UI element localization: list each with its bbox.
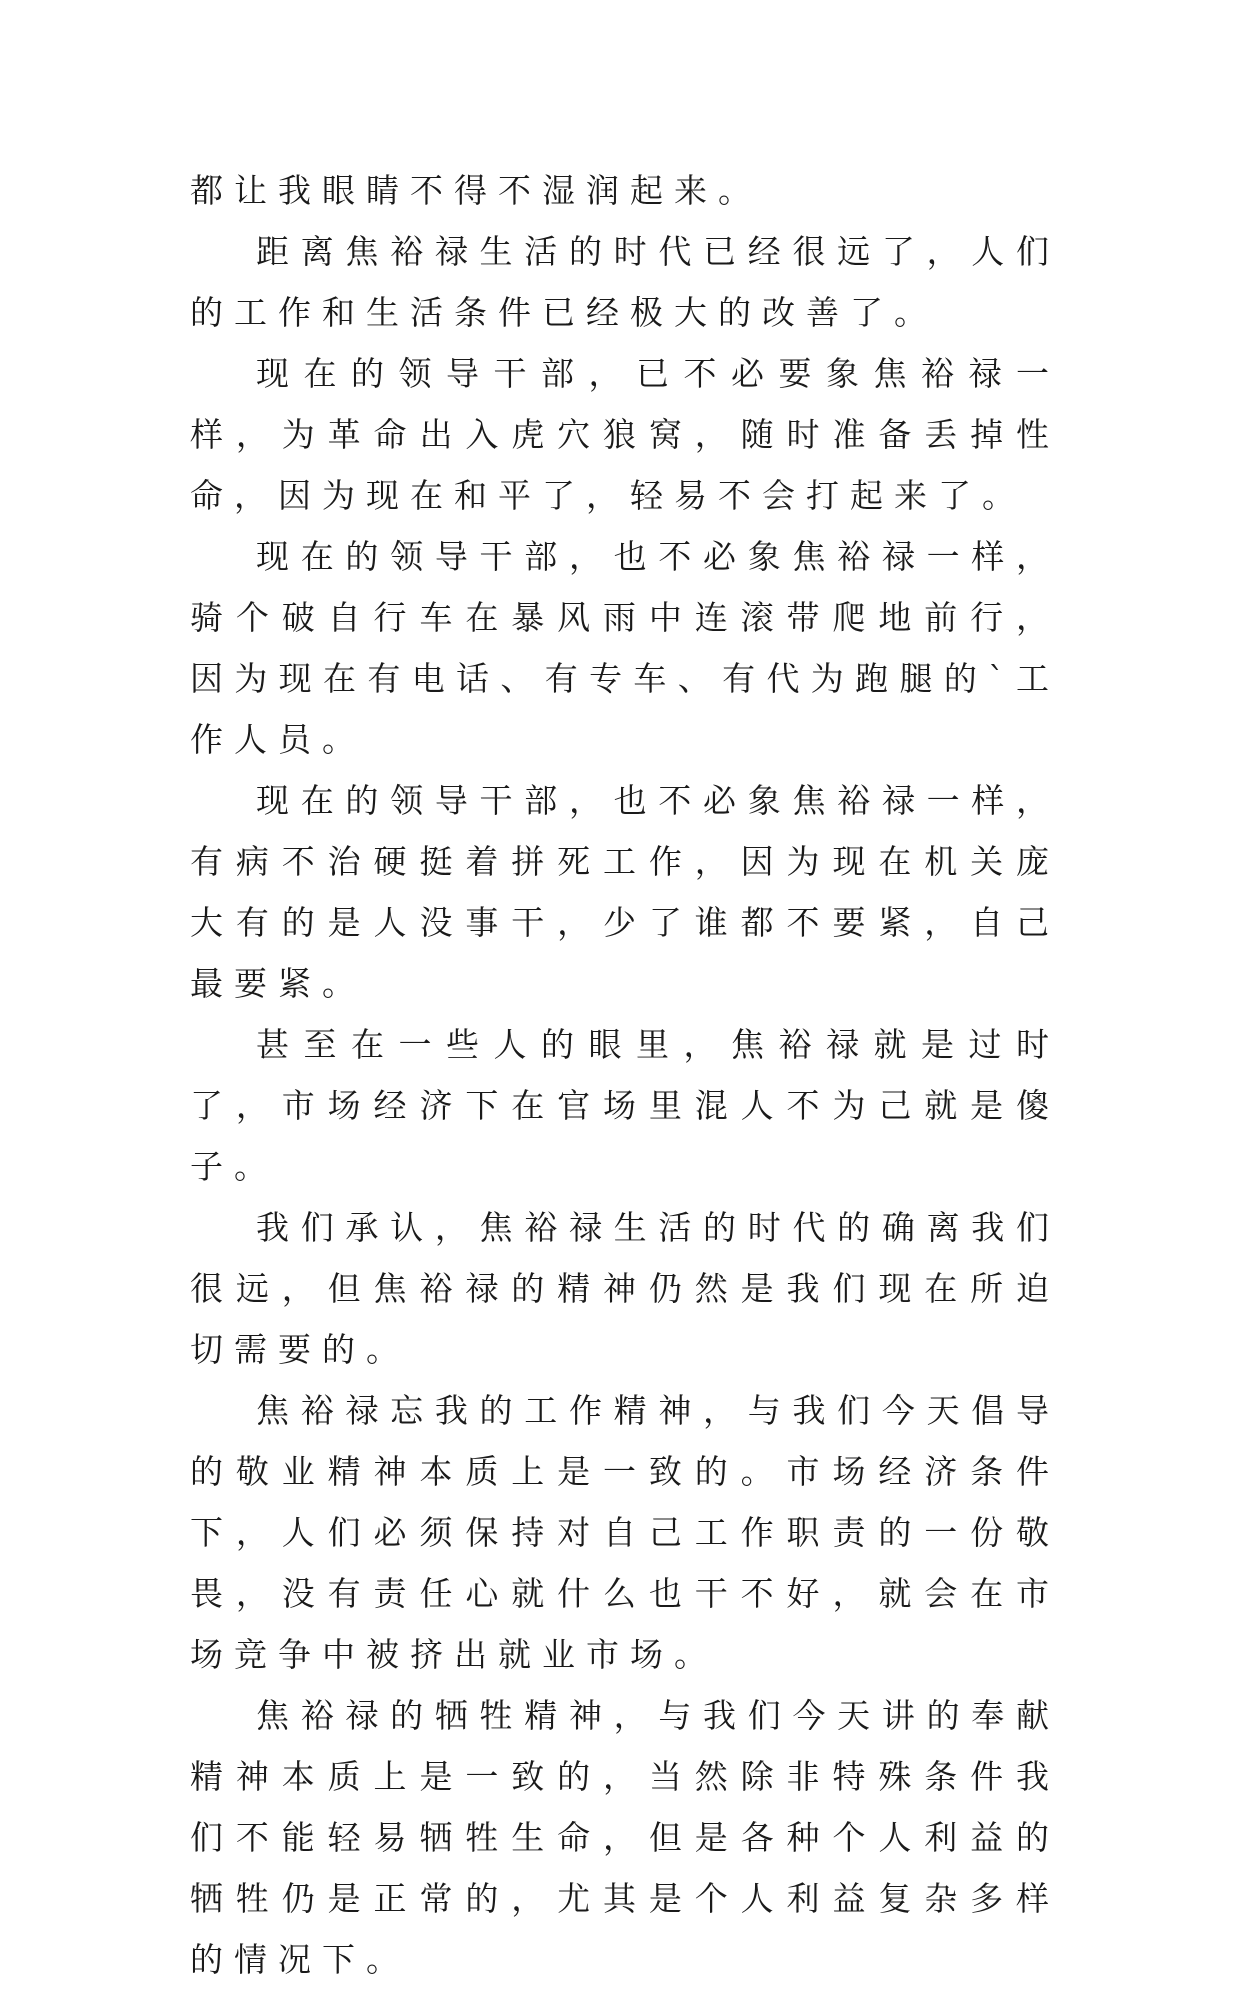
- paragraph: 焦裕禄忘我的工作精神，与我们今天倡导的敬业精神本质上是一致的。市场经济条件下，人们必须保持对自己工作职责的一份敬畏，没有责任心就什么也干不好，就会在市场竞争中被挤出就业市场。: [190, 1391, 1060, 1674]
- paragraph: 焦裕禄的牺牲精神，与我们今天讲的奉献精神本质上是一致的，当然除非特殊条件我们不能轻易牺牲生命，但是各种个人利益的牺牲仍是正常的，尤其是个人利益复杂多样的情况下。: [190, 1696, 1060, 1979]
- document-body: [190, 160, 1060, 1990]
- paragraph-continuation: 都让我眼睛不得不湿润起来。: [190, 171, 762, 210]
- paragraph: 距离焦裕禄生活的时代已经很远了，人们的工作和生活条件已经极大的改善了。: [190, 232, 1060, 332]
- paragraph: 现在的领导干部，也不必象焦裕禄一样，骑个破自行车在暴风雨中连滚带爬地前行，因为现在有电话、有专车、有代为跑腿的`工作人员。: [190, 537, 1060, 759]
- paragraph: 我们承认，焦裕禄生活的时代的确离我们很远，但焦裕禄的精神仍然是我们现在所迫切需要的。: [190, 1208, 1060, 1369]
- paragraph: 甚至在一些人的眼里，焦裕禄就是过时了，市场经济下在官场里混人不为己就是傻子。: [190, 1025, 1060, 1186]
- paragraph: 现在的领导干部，也不必象焦裕禄一样，有病不治硬挺着拼死工作，因为现在机关庞大有的是人没事干，少了谁都不要紧，自己最要紧。: [190, 781, 1060, 1003]
- paragraph: 现在的领导干部，已不必要象焦裕禄一样，为革命出入虎穴狼窝，随时准备丢掉性命，因为现在和平了，轻易不会打起来了。: [190, 354, 1060, 515]
